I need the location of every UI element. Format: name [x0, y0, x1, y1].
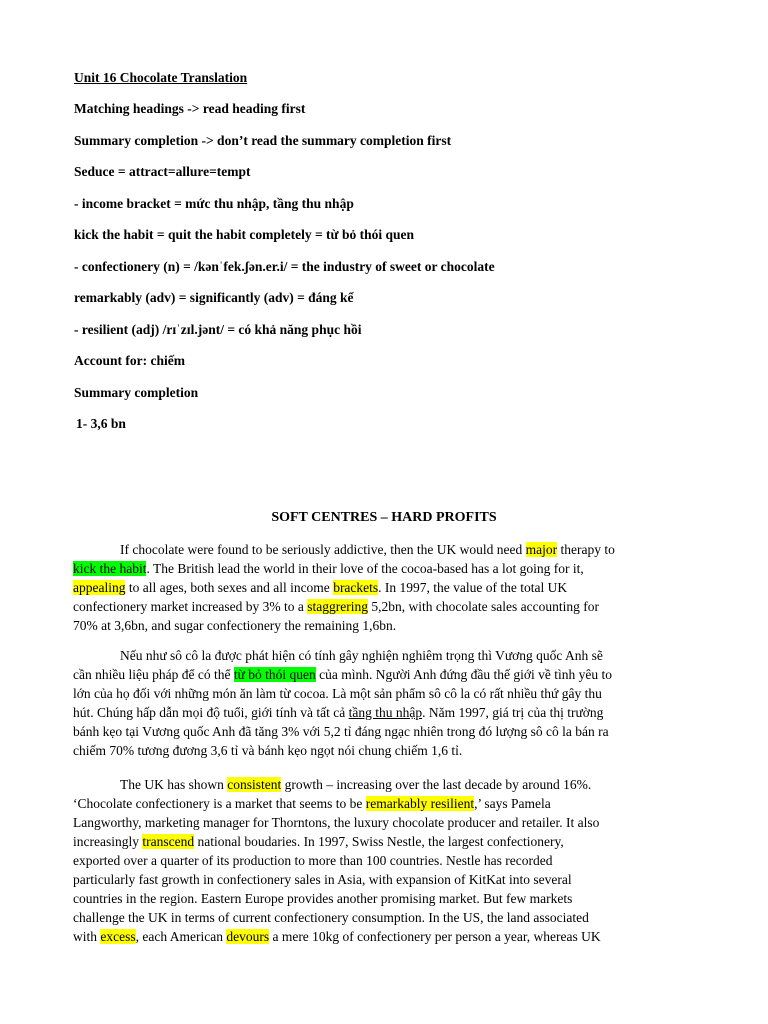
paragraph-line: challenge the UK in terms of current confectionery consumption. In the US, the land associated [73, 910, 589, 925]
paragraph-line: countries in the region. Eastern Europe provides another promising market. But few markets [73, 891, 573, 906]
article-paragraph-1 [73, 540, 698, 635]
paragraph-line: Langworthy, marketing manager for Thorntons, the luxury chocolate producer and retailer. It also [73, 815, 600, 830]
notes-title: Unit 16 Chocolate Translation [74, 70, 248, 85]
note-income-bracket: - income bracket = mức thu nhập, tầng thu nhập [74, 196, 354, 211]
paragraph-line: kick the habit. The British lead the world in their love of the cocoa-based has a lot going for it, [73, 561, 584, 576]
article-paragraph-2 [73, 646, 698, 760]
paragraph-line: chiếm 70% tương đương 3,6 tỉ và bánh kẹo ngọt nói chung chiếm 1,6 tỉ. [73, 743, 463, 758]
highlight-kick-the-habit: kick the habit [73, 561, 147, 576]
highlight-devours: devours [226, 929, 270, 944]
highlight-tu-bo-thoi-quen: từ bỏ thói quen [233, 667, 316, 682]
article-title: SOFT CENTRES – HARD PROFITS [271, 510, 497, 525]
note-matching-headings: Matching headings -> read heading first [74, 101, 306, 116]
note-answer-1: 1- 3,6 bn [76, 416, 126, 431]
highlight-remarkably-resilient: remarkably resilient [365, 796, 475, 811]
note-summary-completion: Summary completion [74, 385, 199, 400]
highlight-brackets: brackets [333, 580, 379, 595]
paragraph-line: confectionery market increased by 3% to a staggrering 5,2bn, with chocolate sales accounting for [73, 599, 599, 614]
paragraph-line: Nếu như sô cô la được phát hiện có tính gây nghiện nghiêm trọng thì Vương quốc Anh sẽ [120, 648, 603, 663]
paragraph-line: The UK has shown consistent growth – increasing over the last decade by around 16%. [120, 777, 592, 792]
paragraph-line: 70% at 3,6bn, and sugar confectionery the remaining 1,6bn. [73, 618, 397, 633]
note-summary-completion-tip: Summary completion -> don’t read the summary completion first [74, 133, 452, 148]
highlight-staggrering: staggrering [307, 599, 369, 614]
paragraph-line: cần nhiều liệu pháp để có thể từ bỏ thói quen của mình. Người Anh đứng đầu thế giới về tình yêu to [73, 667, 613, 682]
paragraph-line: hút. Chúng hấp dẫn mọi độ tuổi, giới tính và tất cả tầng thu nhập. Năm 1997, giá trị của thị trường [73, 705, 604, 720]
paragraph-line: bánh kẹo tại Vương quốc Anh đã tăng 3% với 5,2 tỉ đáng ngạc nhiên trong đó lượng sô cô la bán ra [73, 724, 609, 739]
note-kick-the-habit: kick the habit = quit the habit completely = từ bỏ thói quen [74, 227, 415, 242]
highlight-major: major [525, 542, 558, 557]
paragraph-line: lớn của họ đối với những món ăn làm từ cocoa. Là một sản phẩm sô cô la có rất nhiều thứ gây thu [73, 686, 602, 701]
highlight-consistent: consistent [227, 777, 282, 792]
highlight-transcend: transcend [142, 834, 195, 849]
note-seduce: Seduce = attract=allure=tempt [74, 164, 251, 179]
paragraph-line: increasingly transcend national boudaries. In 1997, Swiss Nestle, the largest confectionery, [73, 834, 564, 849]
underline-tang-thu-nhap: tầng thu nhập [348, 705, 423, 720]
paragraph-line: If chocolate were found to be seriously addictive, then the UK would need major therapy to [120, 542, 615, 557]
highlight-excess: excess [100, 929, 136, 944]
paragraph-line: exported over a quarter of its production to more than 100 countries. Nestle has recorded [73, 853, 553, 868]
note-resilient: - resilient (adj) /rɪˈzɪl.jənt/ = có khả năng phục hồi [74, 322, 362, 337]
paragraph-line: particularly fast growth in confectionery sales in Asia, with expansion of KitKat into several [73, 872, 572, 887]
paragraph-line: with excess, each American devours a mere 10kg of confectionery per person a year, whereas UK [73, 929, 601, 944]
paragraph-line: appealing to all ages, both sexes and all income brackets. In 1997, the value of the total UK [73, 580, 568, 595]
paragraph-line: ‘Chocolate confectionery is a market that seems to be remarkably resilient,’ says Pamela [73, 796, 551, 811]
note-account-for: Account for: chiếm [74, 353, 185, 368]
article-paragraph-3 [73, 775, 698, 946]
note-remarkably: remarkably (adv) = significantly (adv) = đáng kể [74, 290, 354, 305]
note-confectionery: - confectionery (n) = /kənˈfek.ʃən.er.i/ = the industry of sweet or chocolate [74, 259, 495, 274]
highlight-appealing: appealing [73, 580, 126, 595]
